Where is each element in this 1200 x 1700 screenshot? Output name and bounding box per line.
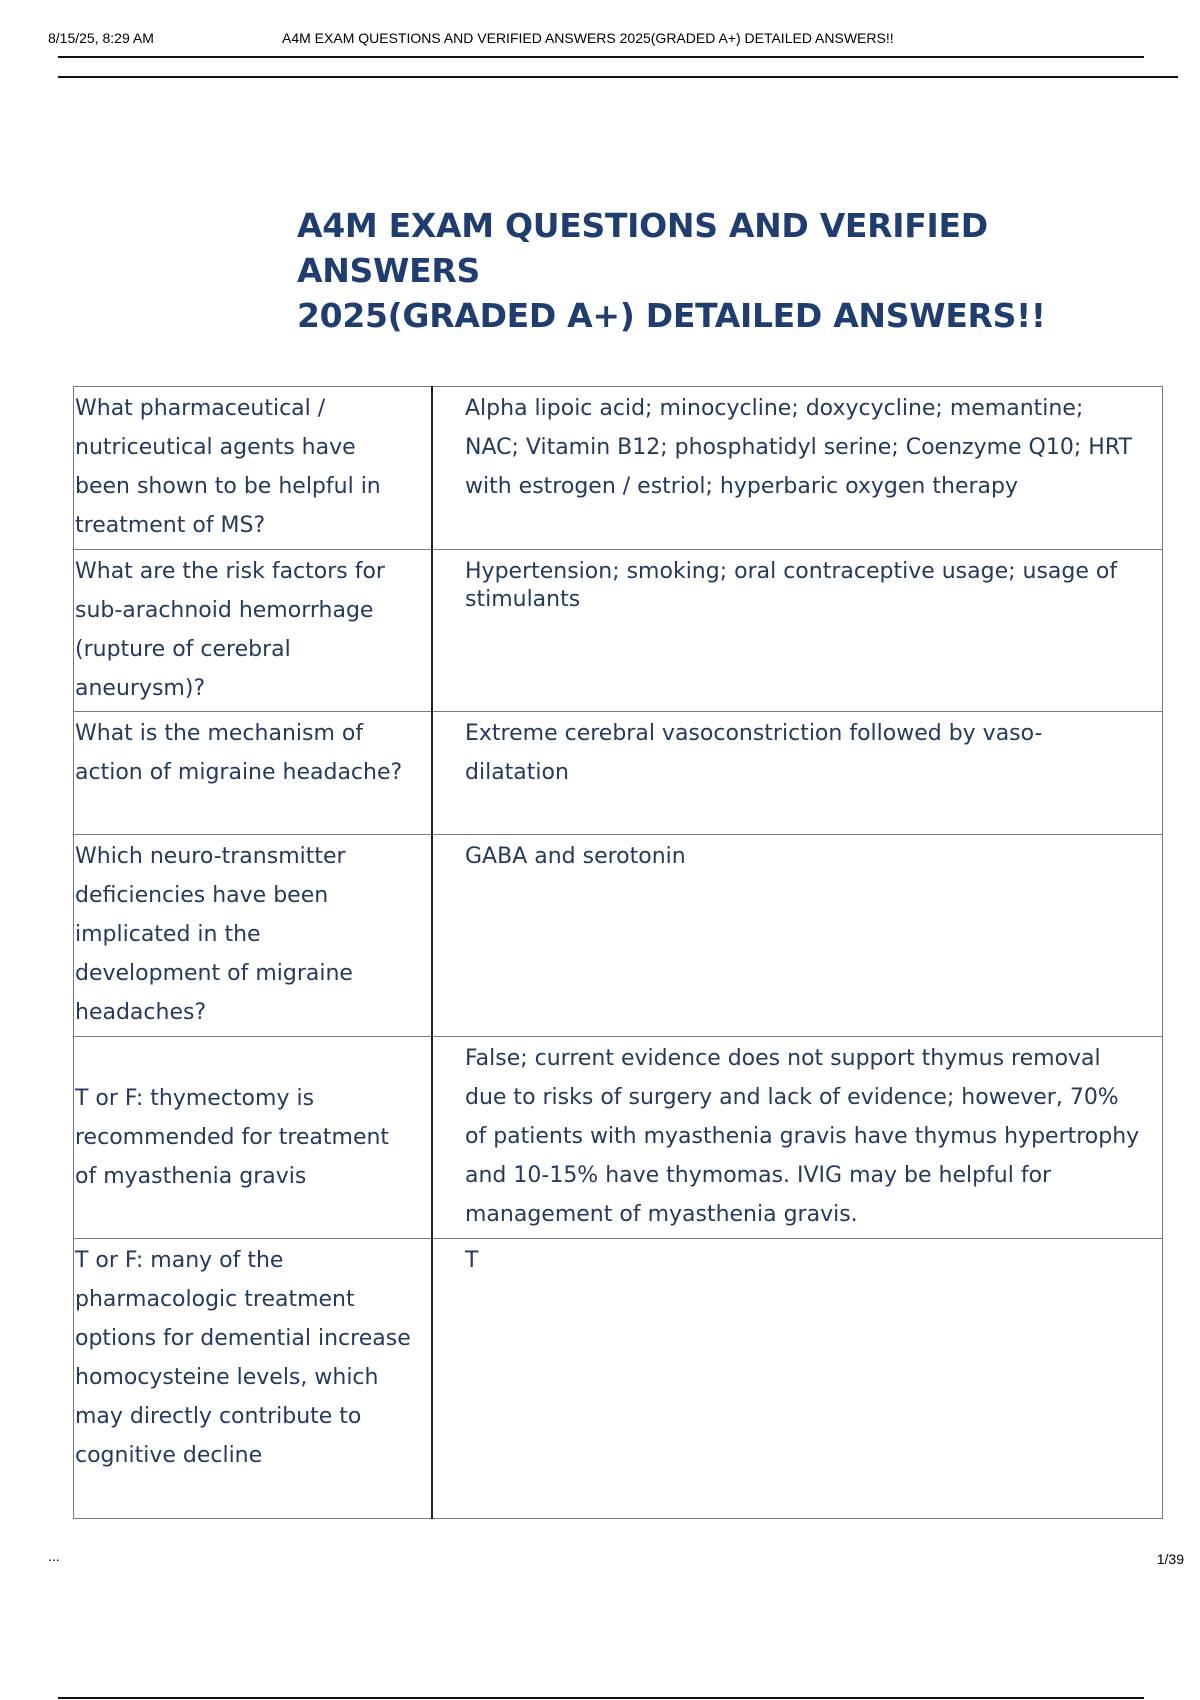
document-title-line-2: 2025(GRADED A+) DETAILED ANSWERS!! (297, 296, 1046, 335)
answer-cell: Alpha lipoic acid; minocycline; doxycycline; memantine; NAC; Vitamin B12; phosphatidyl serine; Coenzyme Q10; HRT with estrogen / estriol; hyperbaric oxygen therapy (432, 387, 1163, 550)
header-divider-secondary (58, 76, 1178, 78)
answer-cell: False; current evidence does not support thymus removal due to risks of surgery and lack of evidence; however, 70% of patients with myasthenia gravis have thymus hypertrophy and 10-15% have thymomas. IVIG may be helpful for management of myasthenia gravis. (432, 1037, 1163, 1239)
question-cell: What is the mechanism of action of migraine headache? (74, 712, 433, 835)
question-cell: T or F: thymectomy is recommended for treatment of myasthenia gravis (74, 1037, 433, 1239)
answer-cell: Hypertension; smoking; oral contraceptive usage; usage of stimulants (432, 550, 1163, 712)
print-header (48, 28, 1144, 58)
qa-table (73, 386, 1163, 1519)
question-cell: T or F: many of the pharmacologic treatment options for demential increase homocysteine levels, which may directly contribute to cognitive decline (74, 1239, 433, 1519)
table-row (74, 387, 1163, 550)
table-row (74, 1239, 1163, 1519)
document-title-line-1: A4M EXAM QUESTIONS AND VERIFIED ANSWERS (297, 206, 988, 290)
table-row (74, 550, 1163, 712)
answer-cell: GABA and serotonin (432, 835, 1163, 1037)
print-date: 8/15/25, 8:29 AM (48, 30, 154, 46)
footer-ellipsis: ... (48, 1548, 60, 1564)
table-row (74, 712, 1163, 835)
page-number: 1/39 (1156, 1551, 1184, 1567)
answer-cell: T (432, 1239, 1163, 1519)
print-page-title: A4M EXAM QUESTIONS AND VERIFIED ANSWERS 2025(GRADED A+) DETAILED ANSWERS!! (282, 30, 894, 46)
header-divider (58, 56, 1144, 58)
document-title (297, 203, 1177, 338)
answer-cell: Extreme cerebral vasoconstriction followed by vaso-dilatation (432, 712, 1163, 835)
question-cell: Which neuro-transmitter deficiencies have been implicated in the development of migraine headaches? (74, 835, 433, 1037)
question-cell: What pharmaceutical / nutriceutical agents have been shown to be helpful in treatment of MS? (74, 387, 433, 550)
table-row (74, 1037, 1163, 1239)
footer-divider (58, 1697, 1144, 1699)
table-row (74, 835, 1163, 1037)
question-cell: What are the risk factors for sub-arachnoid hemorrhage (rupture of cerebral aneurysm)? (74, 550, 433, 712)
